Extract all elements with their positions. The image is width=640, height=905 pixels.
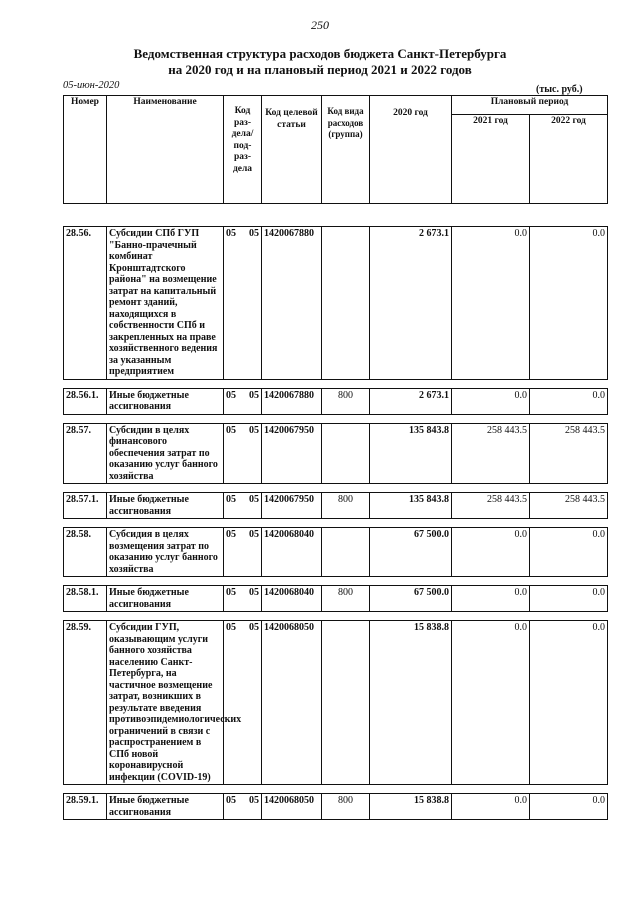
table-row (64, 586, 608, 612)
row-value-2021: 0.0 (452, 227, 530, 380)
row-name: Иные бюджетные ассигнования (107, 388, 224, 414)
row-gap (64, 612, 608, 621)
row-section-code (224, 621, 262, 785)
subsection-code: 05 (249, 529, 259, 540)
header-2020: 2020 год (370, 96, 452, 204)
section-code: 05 (226, 795, 236, 806)
row-value-2021: 0.0 (452, 388, 530, 414)
row-expense-code: 800 (322, 794, 370, 820)
row-value-2021: 0.0 (452, 794, 530, 820)
row-section-code (224, 794, 262, 820)
document-date: 05-июн-2020 (63, 80, 120, 91)
page-number: 250 (311, 18, 329, 32)
row-value-2020: 67 500.0 (370, 586, 452, 612)
row-value-2020: 135 843.8 (370, 493, 452, 519)
row-gap (64, 414, 608, 423)
row-value-2022: 258 443.5 (530, 493, 608, 519)
row-target-code: 1420067880 (262, 227, 322, 380)
row-name: Субсидии СПб ГУП "Банно-прачечный комбинат Кронштадтского района" на возмещение затрат на капитальный ремонт зданий, находящихся в собственности СПб и закрепленных на праве хозяйственного ведения за указанным предприятием (107, 227, 224, 380)
row-value-2021: 0.0 (452, 621, 530, 785)
row-name: Субсидии ГУП, оказывающим услуги банного хозяйства населению Санкт-Петербурга, на частичное возмещение затрат, возникших в результате введения противоэпидемиологических ограничений в связи с распространением в СПб новой коронавирусной инфекции (COVID-19) (107, 621, 224, 785)
row-value-2020: 2 673.1 (370, 227, 452, 380)
row-target-code: 1420067950 (262, 493, 322, 519)
row-section-code (224, 423, 262, 484)
section-code: 05 (226, 529, 236, 540)
section-code: 05 (226, 228, 236, 239)
row-value-2021: 0.0 (452, 528, 530, 577)
row-name: Субсидия в целях возмещения затрат по оказанию услуг банного хозяйства (107, 528, 224, 577)
row-value-2021: 0.0 (452, 586, 530, 612)
section-code: 05 (226, 389, 236, 401)
header-section: Код раз- дела/ под- раз- дела (224, 96, 262, 204)
row-number: 28.58.1. (64, 586, 107, 612)
units-label: (тыс. руб.) (536, 84, 583, 95)
row-name: Иные бюджетные ассигнования (107, 794, 224, 820)
row-gap (64, 204, 608, 227)
header-number: Номер (64, 96, 107, 204)
row-gap (64, 484, 608, 493)
row-section-code (224, 493, 262, 519)
subsection-code: 05 (249, 228, 259, 239)
row-expense-code (322, 528, 370, 577)
header-expense-type: Код вида расходов (группа) (322, 96, 370, 204)
table-row (64, 621, 608, 785)
header-name: Наименование (107, 96, 224, 204)
row-value-2020: 15 838.8 (370, 621, 452, 785)
row-value-2022: 258 443.5 (530, 423, 608, 484)
row-gap (64, 519, 608, 528)
row-expense-code: 800 (322, 586, 370, 612)
table-body (64, 204, 608, 820)
header-target: Код целевой статьи (262, 96, 322, 204)
row-target-code: 1420068050 (262, 621, 322, 785)
row-value-2022: 0.0 (530, 621, 608, 785)
row-expense-code (322, 227, 370, 380)
document-title (0, 46, 640, 78)
row-target-code: 1420068040 (262, 528, 322, 577)
row-value-2022: 0.0 (530, 586, 608, 612)
budget-table (63, 95, 608, 820)
subsection-code: 05 (249, 494, 259, 505)
row-expense-code: 800 (322, 388, 370, 414)
subsection-code: 05 (249, 795, 259, 806)
row-value-2022: 0.0 (530, 227, 608, 380)
header-2021: 2021 год (452, 115, 530, 204)
row-gap (64, 577, 608, 586)
row-value-2020: 67 500.0 (370, 528, 452, 577)
row-gap (64, 379, 608, 388)
table-row (64, 794, 608, 820)
subsection-code: 05 (249, 424, 259, 436)
row-expense-code (322, 423, 370, 484)
row-name: Иные бюджетные ассигнования (107, 586, 224, 612)
row-value-2021: 258 443.5 (452, 493, 530, 519)
section-code: 05 (226, 622, 236, 633)
row-target-code: 1420067880 (262, 388, 322, 414)
row-name: Иные бюджетные ассигнования (107, 493, 224, 519)
row-target-code: 1420067950 (262, 423, 322, 484)
row-value-2022: 0.0 (530, 388, 608, 414)
row-value-2020: 15 838.8 (370, 794, 452, 820)
row-value-2020: 135 843.8 (370, 423, 452, 484)
title-line-1: Ведомственная структура расходов бюджета Санкт-Петербурга (133, 46, 507, 61)
row-name: Субсидии в целях финансового обеспечения затрат по оказанию услуг банного хозяйства (107, 423, 224, 484)
row-expense-code: 800 (322, 493, 370, 519)
row-value-2021: 258 443.5 (452, 423, 530, 484)
table-row (64, 227, 608, 380)
row-target-code: 1420068040 (262, 586, 322, 612)
subsection-code: 05 (249, 587, 259, 598)
row-number: 28.57.1. (64, 493, 107, 519)
row-number: 28.56.1. (64, 388, 107, 414)
section-code: 05 (226, 424, 236, 436)
header-2022: 2022 год (530, 115, 608, 204)
row-expense-code (322, 621, 370, 785)
section-code: 05 (226, 587, 236, 598)
subsection-code: 05 (249, 389, 259, 401)
table-row (64, 493, 608, 519)
table-row (64, 388, 608, 414)
row-number: 28.59.1. (64, 794, 107, 820)
row-gap (64, 785, 608, 794)
row-target-code: 1420068050 (262, 794, 322, 820)
table-row (64, 528, 608, 577)
title-line-2: на 2020 год и на плановый период 2021 и 2022 годов (168, 62, 472, 77)
header-planned-period: Плановый период (452, 96, 608, 115)
row-value-2020: 2 673.1 (370, 388, 452, 414)
row-number: 28.56. (64, 227, 107, 380)
section-code: 05 (226, 494, 236, 505)
row-section-code (224, 528, 262, 577)
row-number: 28.59. (64, 621, 107, 785)
row-section-code (224, 586, 262, 612)
subsection-code: 05 (249, 622, 259, 633)
row-value-2022: 0.0 (530, 794, 608, 820)
row-value-2022: 0.0 (530, 528, 608, 577)
row-section-code (224, 388, 262, 414)
row-number: 28.57. (64, 423, 107, 484)
table-row (64, 423, 608, 484)
row-section-code (224, 227, 262, 380)
row-number: 28.58. (64, 528, 107, 577)
